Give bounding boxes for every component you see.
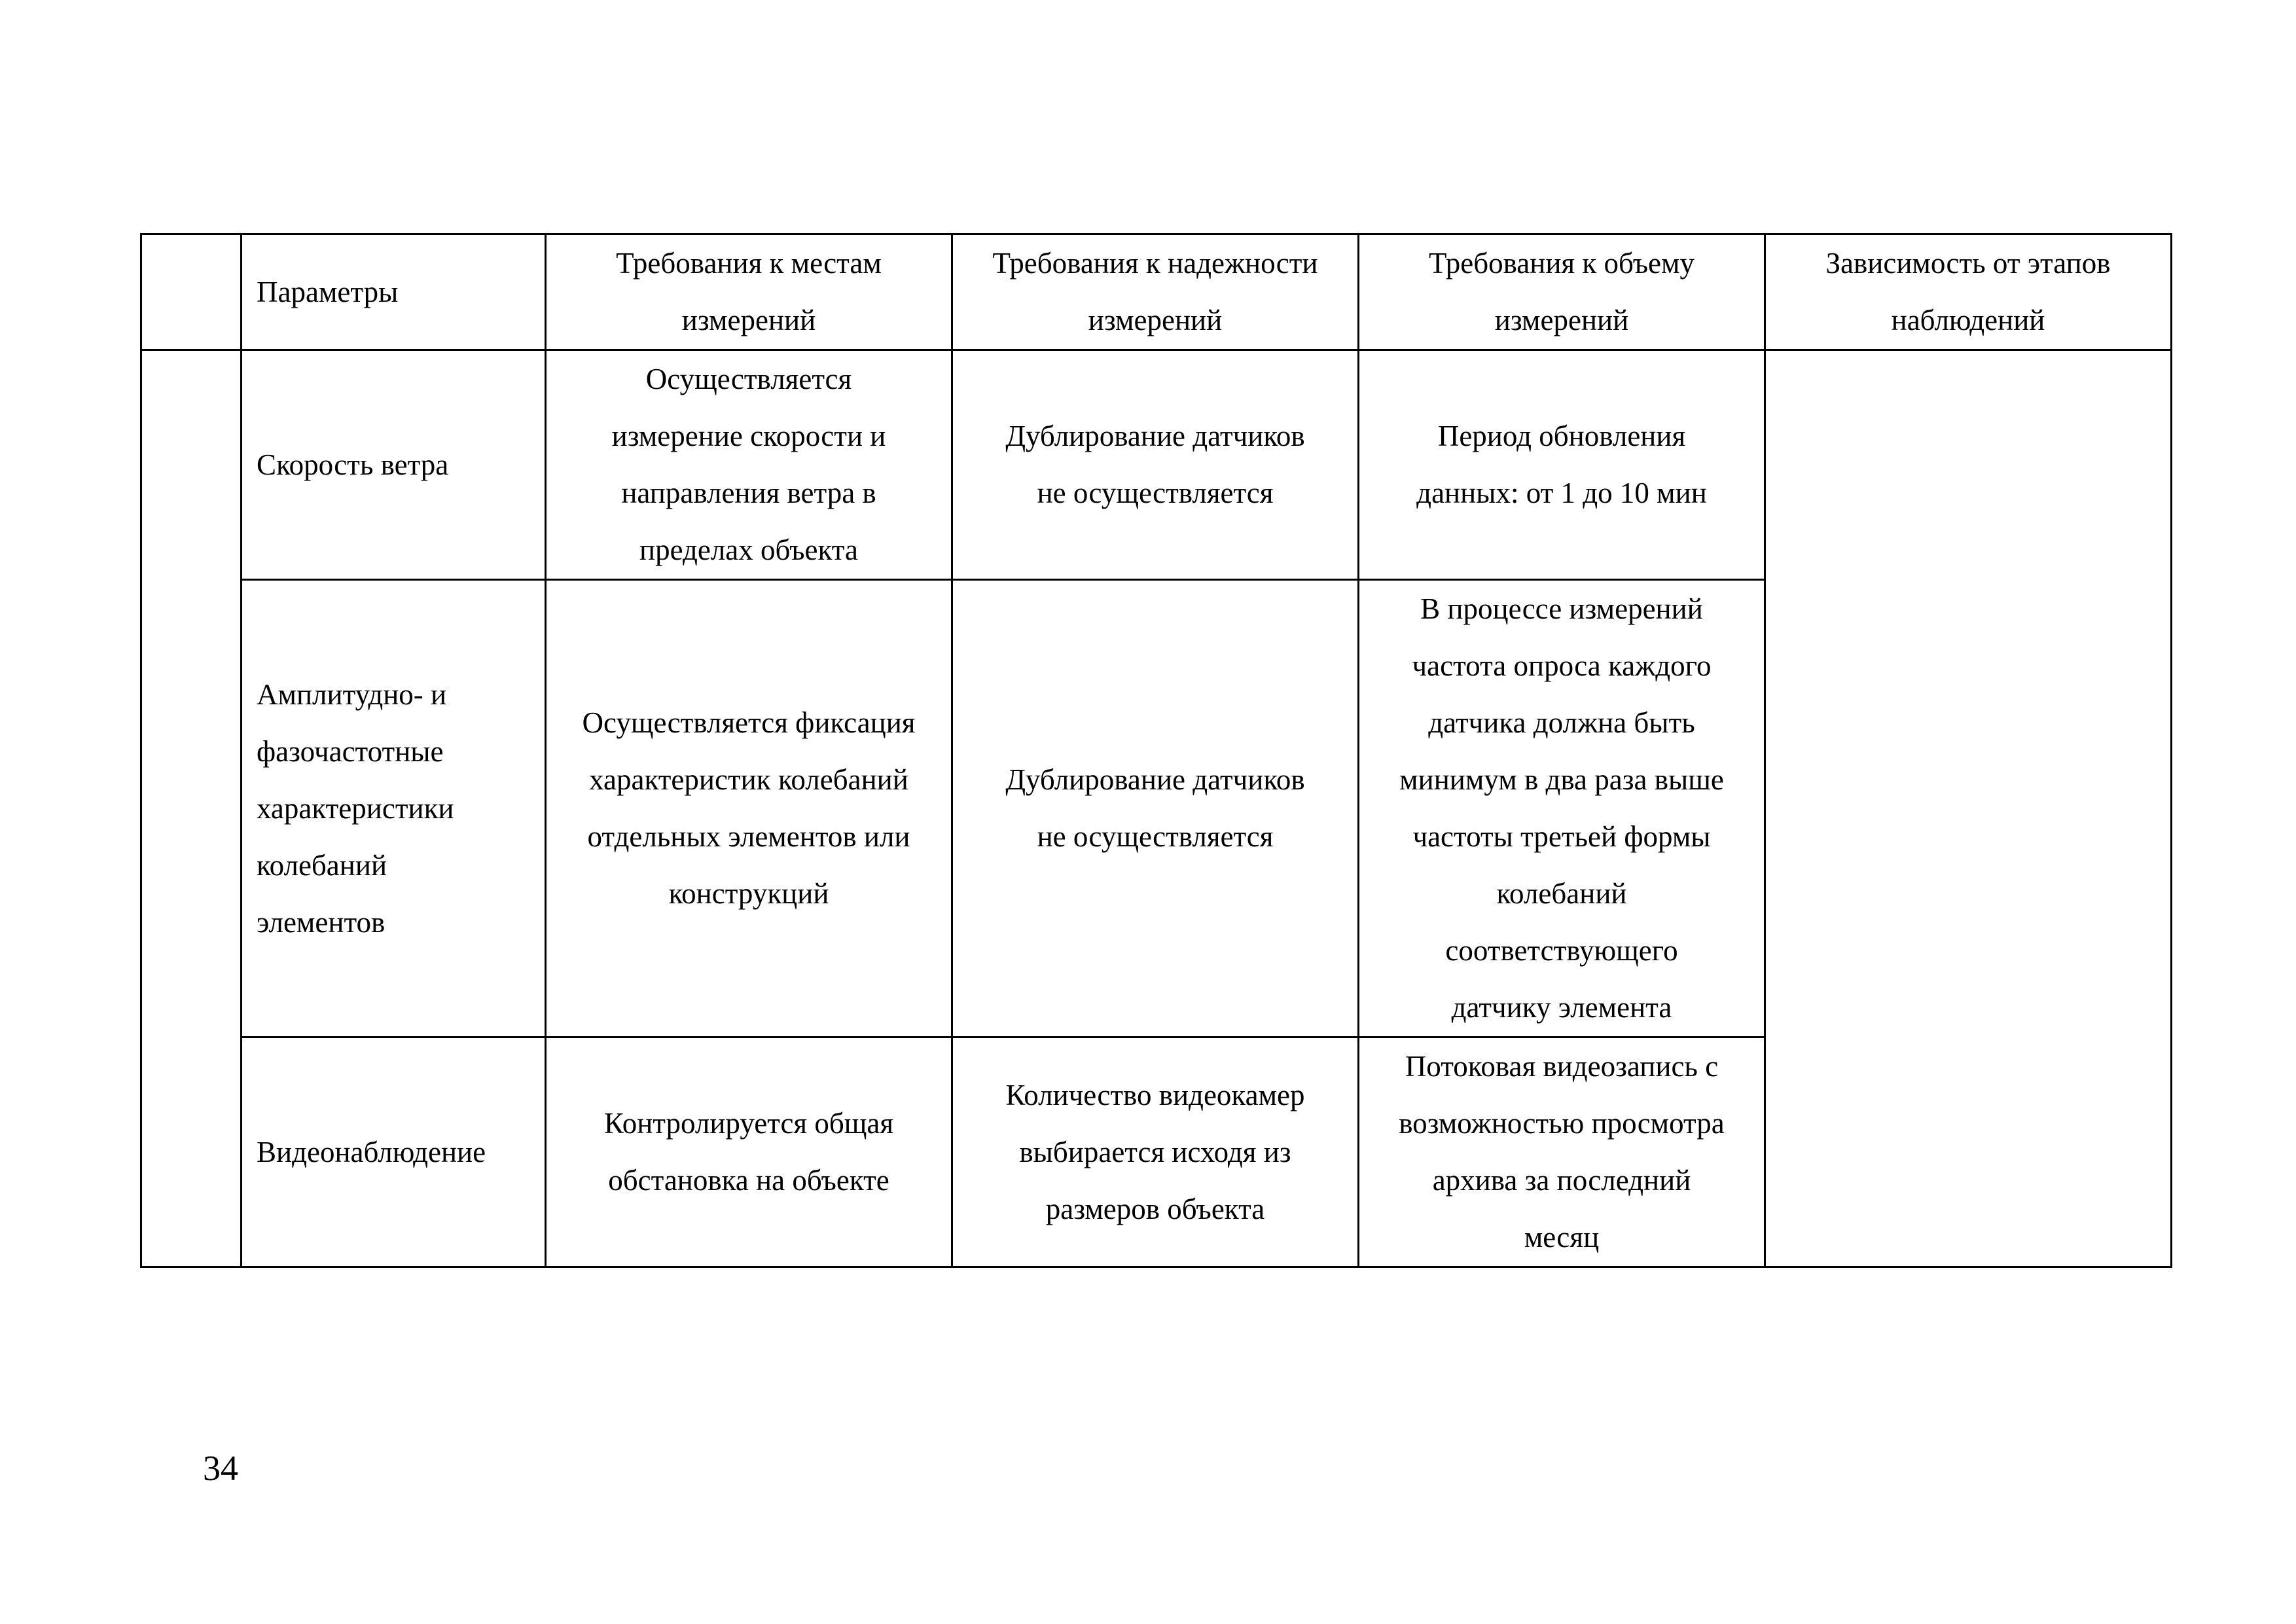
header-stage-dependency: Зависимость от этапов наблюдений: [1765, 234, 2172, 350]
parameter-cell: Скорость ветра: [242, 350, 546, 580]
volume-requirement-cell: Потоковая видеозапись с возможностью просмотра архива за последний месяц: [1359, 1038, 1765, 1267]
volume-requirement-cell: Период обновления данных: от 1 до 10 мин: [1359, 350, 1765, 580]
location-requirement-cell: Осуществляется фиксация характеристик колебаний отдельных элементов или конструкций: [546, 580, 952, 1038]
header-index-cell: [141, 234, 242, 350]
parameters-table: [140, 233, 2172, 1268]
location-requirement-cell: Контролируется общая обстановка на объекте: [546, 1038, 952, 1267]
header-parameters: Параметры: [242, 234, 546, 350]
index-cell: [141, 350, 242, 1267]
reliability-requirement-cell: Дублирование датчиков не осуществляется: [952, 350, 1359, 580]
parameter-cell: Амплитудно- и фазочастотные характеристики колебаний элементов: [242, 580, 546, 1038]
page-number: 34: [203, 1449, 238, 1488]
reliability-requirement-cell: Количество видеокамер выбирается исходя из размеров объекта: [952, 1038, 1359, 1267]
reliability-requirement-cell: Дублирование датчиков не осуществляется: [952, 580, 1359, 1038]
parameter-cell: Видеонаблюдение: [242, 1038, 546, 1267]
header-location-requirements: Требования к местам измерений: [546, 234, 952, 350]
header-reliability-requirements: Требования к надежности измерений: [952, 234, 1359, 350]
table-header-row: [141, 234, 2172, 350]
location-requirement-cell: Осуществляется измерение скорости и направления ветра в пределах объекта: [546, 350, 952, 580]
header-volume-requirements: Требования к объему измерений: [1359, 234, 1765, 350]
volume-requirement-cell: В процессе измерений частота опроса каждого датчика должна быть минимум в два раза выше частоты третьей формы колебаний соответствующего датчику элемента: [1359, 580, 1765, 1038]
table-row: [141, 350, 2172, 580]
stage-dependency-cell: [1765, 350, 2172, 1267]
